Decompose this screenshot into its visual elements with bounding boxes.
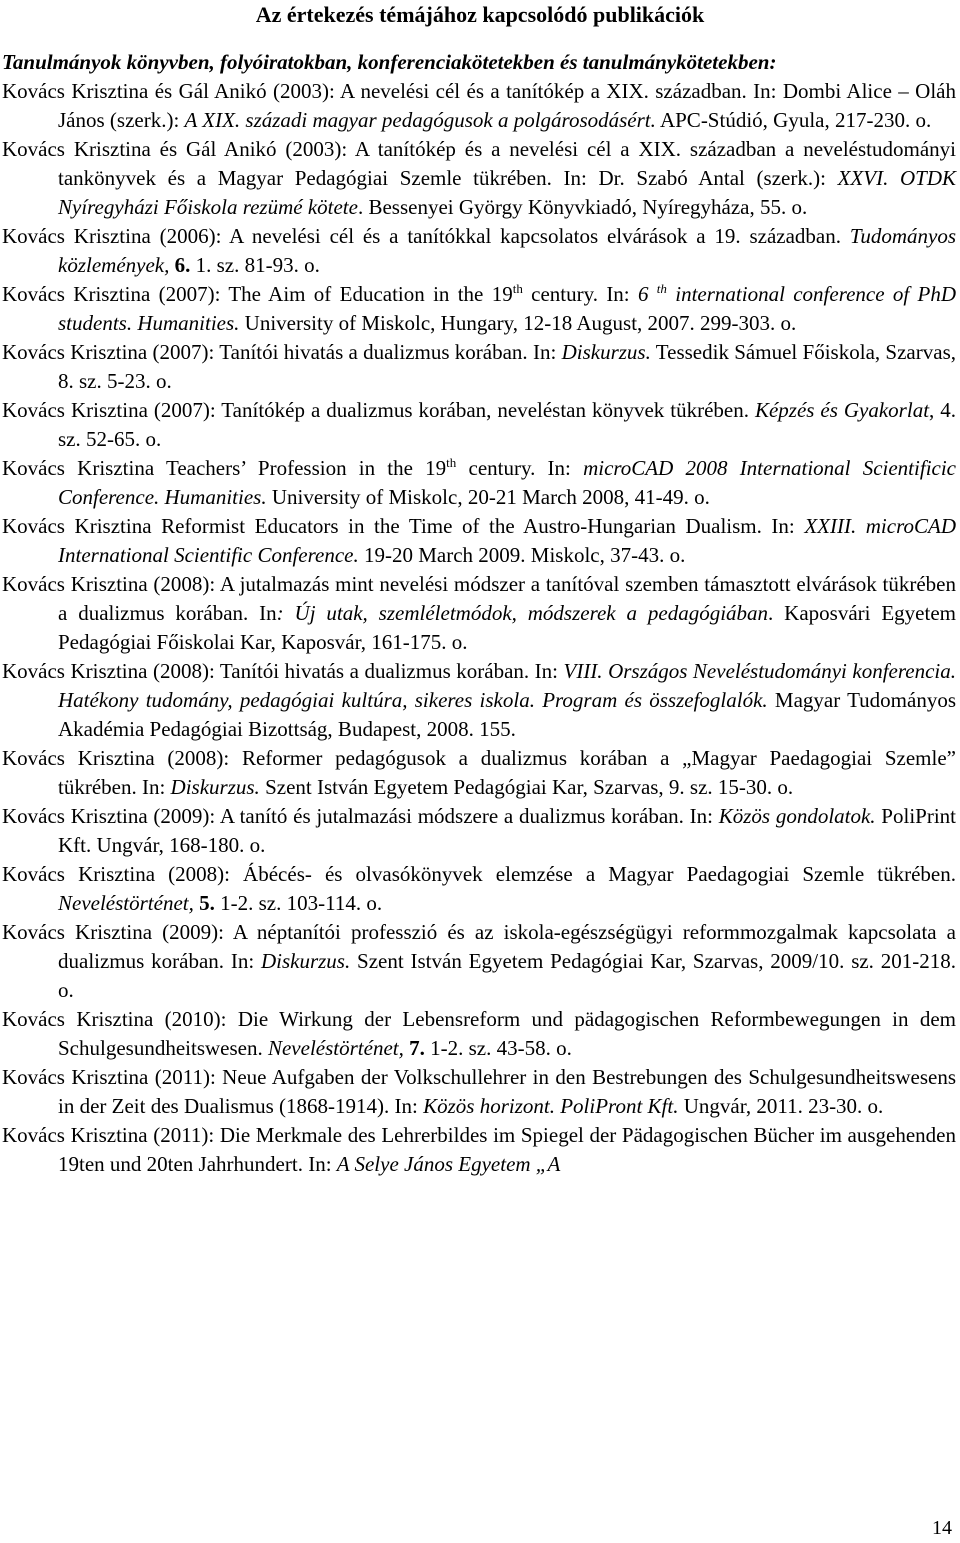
reference-text: Magyar Tudományos Akadémia Pedagógiai Bizottság, Budapest, 2008. 155. bbox=[58, 688, 956, 741]
reference-text: . Kaposvári Egyetem Pedagógiai Főiskolai Kar, Kaposvár, 161-175. o. bbox=[58, 601, 956, 654]
reference-text: Kovács Krisztina Reformist Educators in the Time of the Austro-Hungarian Dualism. In: bbox=[2, 514, 805, 538]
reference-item bbox=[2, 454, 956, 512]
reference-text: 19-20 March 2009. Miskolc, 37-43. o. bbox=[358, 543, 686, 567]
reference-text: , 4. sz. 52-65. o. bbox=[58, 398, 956, 451]
reference-item bbox=[2, 222, 956, 280]
reference-text: VIII. Országos Neveléstudományi konferencia. Hatékony tudomány, pedagógiai kultúra, sikeres iskola. Program és összefoglalók. bbox=[58, 659, 956, 712]
reference-text: Diskurzus. bbox=[170, 775, 260, 799]
reference-text: Közös gondolatok. bbox=[718, 804, 876, 828]
reference-item bbox=[2, 135, 956, 222]
page-title: Az értekezés témájához kapcsolódó publikációk bbox=[255, 2, 705, 27]
reference-text: microCAD 2008 International Scientificic Conference. Humanities. bbox=[58, 456, 957, 509]
reference-item bbox=[2, 657, 956, 744]
reference-item bbox=[2, 77, 956, 135]
reference-item bbox=[2, 338, 956, 396]
reference-text: 1-2. sz. 43-58. o. bbox=[424, 1036, 572, 1060]
reference-text: Kovács Krisztina és Gál Anikó (2003): A tanítókép és a nevelési cél a XIX. században a neveléstudományi tankönyvek és a Magyar Pedagógiai Szemle tükrében. In: Dr. Szabó Antal (szerk.): bbox=[2, 137, 956, 190]
reference-text: Kovács Krisztina (2009): A tanító és jutalmazási módszere a dualizmus korában. In: bbox=[2, 804, 719, 828]
reference-text: APC-Stúdió, Gyula, 217-230. o. bbox=[655, 108, 932, 132]
reference-text: Diskurzus. bbox=[561, 340, 651, 364]
reference-text: Kovács Krisztina (2010): Die Wirkung der Lebensreform und pädagogischen Reformbewegungen in dem Schulgesundheitswesen. bbox=[2, 1007, 956, 1060]
reference-text: Kovács Krisztina (2007): The Aim of Education in the 19 bbox=[2, 282, 513, 306]
reference-text: A XIX. századi magyar pedagógusok a polgárosodásért. bbox=[184, 108, 656, 132]
reference-text: Kovács Krisztina (2006): A nevelési cél és a tanítókkal kapcsolatos elvárások a 19. században. bbox=[2, 224, 850, 248]
reference-text: Neveléstörténet, bbox=[267, 1036, 404, 1060]
reference-list bbox=[2, 77, 956, 1179]
reference-item bbox=[2, 570, 956, 657]
reference-text: : Új utak, szemléletmódok, módszerek a pedagógiában bbox=[276, 601, 769, 625]
reference-text: Tessedik Sámuel Főiskola, Szarvas, 8. sz. 5-23. o. bbox=[58, 340, 956, 393]
reference-text: Kovács Krisztina (2008): A jutalmazás mint nevelési módszer a tanítóval szemben támasztott elvárások tükrében a dualizmus korában. In bbox=[2, 572, 956, 625]
reference-text: Kovács Krisztina (2008): Ábécés- és olvasókönyvek elemzése a Magyar Paedagogiai Szemle tükrében. bbox=[2, 862, 956, 886]
reference-text: University of Miskolc, Hungary, 12-18 August, 2007. 299-303. o. bbox=[239, 311, 797, 335]
reference-item bbox=[2, 918, 956, 1005]
reference-text: 6 bbox=[637, 282, 657, 306]
reference-text: Ungvár, 2011. 23-30. o. bbox=[678, 1094, 884, 1118]
reference-item bbox=[2, 1005, 956, 1063]
page-number: 14 bbox=[932, 1517, 952, 1539]
reference-item bbox=[2, 396, 956, 454]
reference-text: Közös horizont. PoliPront Kft. bbox=[423, 1094, 679, 1118]
reference-text: Diskurzus. bbox=[260, 949, 351, 973]
reference-text: Kovács Krisztina (2008): Tanítói hivatás a dualizmus korában. In: bbox=[2, 659, 564, 683]
reference-item bbox=[2, 1121, 956, 1179]
reference-text: th bbox=[512, 281, 523, 296]
reference-text: th bbox=[446, 455, 457, 470]
reference-text: XXVI. OTDK Nyíregyházi Főiskola rezümé kötete bbox=[58, 166, 956, 219]
reference-item bbox=[2, 512, 956, 570]
reference-text: Szent István Egyetem Pedagógiai Kar, Szarvas, 9. sz. 15-30. o. bbox=[259, 775, 794, 799]
reference-item bbox=[2, 802, 956, 860]
reference-text: international conference of PhD students. Humanities. bbox=[58, 282, 957, 335]
reference-text: Kovács Krisztina (2009): A néptanítói professzió és az iskola-egészségügyi reformmozgalmak kapcsolata a dualizmus korában. In: bbox=[2, 920, 956, 973]
reference-text: Szent István Egyetem Pedagógiai Kar, Szarvas, 2009/10. sz. 201-218. o. bbox=[58, 949, 956, 1002]
reference-text: PoliPrint Kft. Ungvár, 168-180. o. bbox=[58, 804, 956, 857]
reference-text: Kovács Krisztina (2011): Neue Aufgaben der Volkschullehrer in den Bestrebungen des Schulgesundheitswesens in der Zeit des Dualismus (1868-1914). In: bbox=[2, 1065, 956, 1118]
section-subtitle: Tanulmányok könyvben, folyóiratokban, konferenciakötetekben és tanulmánykötetekben: bbox=[2, 50, 777, 74]
reference-item bbox=[2, 1063, 956, 1121]
reference-text: Képzés és Gyakorlat bbox=[754, 398, 930, 422]
reference-text: Tudományos közlemények, bbox=[58, 224, 956, 277]
reference-text: XXIII. microCAD International Scientific Conference. bbox=[58, 514, 956, 567]
reference-text: Kovács Krisztina (2007): Tanítói hivatás a dualizmus korában. In: bbox=[2, 340, 562, 364]
reference-text: Kovács Krisztina és Gál Anikó (2003): A nevelési cél és a tanítókép a XIX. században. In: Dombi Alice – Oláh János (szerk.): bbox=[2, 79, 956, 132]
reference-text: th bbox=[656, 281, 667, 296]
reference-text: century. In: bbox=[522, 282, 638, 306]
reference-text: Kovács Krisztina (2007): Tanítókép a dualizmus korában, neveléstan könyvek tükrében. bbox=[2, 398, 755, 422]
reference-text: 1-2. sz. 103-114. o. bbox=[214, 891, 383, 915]
reference-text: Kovács Krisztina Teachers’ Profession in the 19 bbox=[2, 456, 447, 480]
reference-text: 1. sz. 81-93. o. bbox=[190, 253, 320, 277]
reference-text: Kovács Krisztina (2008): Reformer pedagógusok a dualizmus korában a „Magyar Paedagogiai Szemle” tükrében. In: bbox=[2, 746, 956, 799]
reference-text: 5. bbox=[199, 891, 215, 915]
reference-item bbox=[2, 280, 956, 338]
reference-text: Kovács Krisztina (2011): Die Merkmale des Lehrerbildes im Spiegel der Pädagogischen Bücher im ausgehenden 19ten und 20ten Jahrhundert. In: bbox=[2, 1123, 956, 1176]
reference-text: . Bessenyei György Könyvkiadó, Nyíregyháza, 55. o. bbox=[357, 195, 808, 219]
reference-text: century. In: bbox=[456, 456, 584, 480]
reference-text: 6. bbox=[174, 253, 191, 277]
reference-item bbox=[2, 860, 956, 918]
reference-text: 7. bbox=[409, 1036, 425, 1060]
reference-text: Neveléstörténet, bbox=[58, 891, 194, 915]
reference-text: A Selye János Egyetem „A bbox=[336, 1152, 561, 1176]
reference-item bbox=[2, 744, 956, 802]
reference-text: University of Miskolc, 20-21 March 2008, 41-49. o. bbox=[266, 485, 710, 509]
